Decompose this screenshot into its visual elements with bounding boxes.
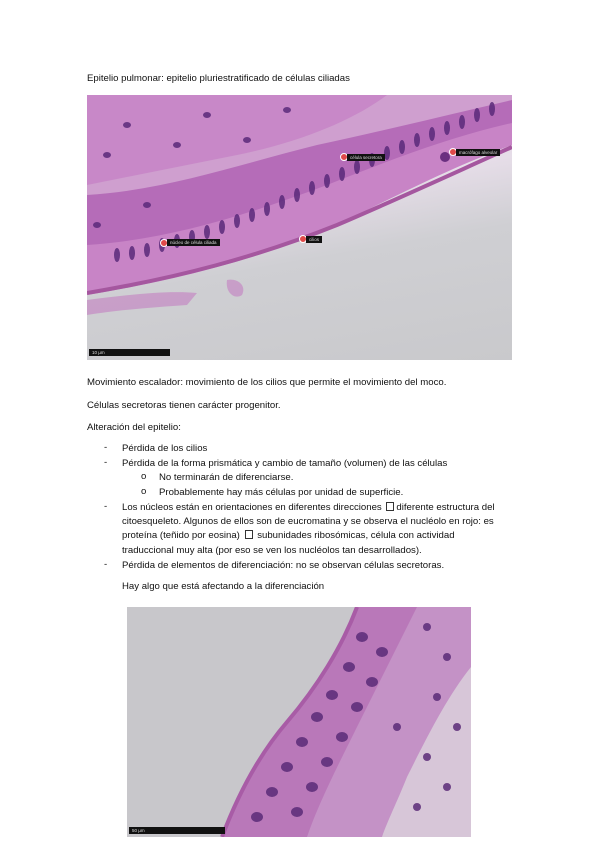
conclusion-text: Hay algo que está afectando a la diferenciación bbox=[122, 581, 325, 592]
arrow-symbol-icon bbox=[245, 530, 253, 539]
arrow-symbol-icon bbox=[386, 502, 394, 511]
paragraph-line: traduccional muy alta (por eso se ven los nucléolos tan desarrollados). bbox=[122, 544, 422, 556]
line-text: subunidades ribosómicas, célula con actividad bbox=[257, 530, 455, 542]
histology-drawing-2 bbox=[127, 607, 471, 837]
line-text: proteína (teñido por eosina) bbox=[122, 530, 240, 542]
paragraph-alteracion: Alteración del epitelio: bbox=[87, 422, 181, 433]
histology-drawing-1 bbox=[87, 95, 512, 360]
histology-image-1 bbox=[87, 95, 512, 360]
sub-bullet-no-diferenciarse: No terminarán de diferenciarse. bbox=[159, 472, 294, 483]
label-nucleo: núcleo de célula ciliada bbox=[167, 239, 220, 246]
paragraph-line: citoesqueleto. Algunos de ellos son de eucromatina y se observa el nucléolo en rojo: es bbox=[122, 516, 494, 528]
paragraph-movimiento: Movimiento escalador: movimiento de los cilios que permite el movimiento del moco. bbox=[87, 377, 447, 388]
sub-bullet-circle: o bbox=[141, 471, 147, 482]
label-macrofago: macrófago alveolar bbox=[456, 149, 500, 156]
scale-bar-1: 10 µm bbox=[89, 349, 170, 356]
bullet-nucleos-paragraph bbox=[122, 501, 514, 558]
paragraph-line bbox=[122, 501, 514, 515]
label-cilios: cilios bbox=[306, 236, 322, 243]
histology-image-2 bbox=[127, 607, 471, 837]
line-text: diferente estructura del bbox=[396, 502, 495, 513]
bullet-perdida-cilios: Pérdida de los cilios bbox=[122, 443, 208, 454]
paragraph-line bbox=[122, 529, 514, 543]
bullet-dash: - bbox=[104, 559, 108, 570]
line-text: Los núcleos están en orientaciones en diferentes direcciones bbox=[122, 502, 382, 513]
paragraph-celulas-secretoras: Células secretoras tienen carácter progenitor. bbox=[87, 400, 281, 411]
bullet-perdida-elementos: Pérdida de elementos de diferenciación: no se observan células secretoras. bbox=[122, 560, 445, 571]
sub-bullet-mas-celulas: Probablemente hay más células por unidad de superficie. bbox=[159, 487, 404, 498]
bullet-dash: - bbox=[104, 457, 108, 468]
sub-bullet-circle: o bbox=[141, 486, 147, 497]
bullet-perdida-forma: Pérdida de la forma prismática y cambio de tamaño (volumen) de las células bbox=[122, 458, 448, 469]
label-celula-secretora: célula secretora bbox=[347, 154, 385, 161]
section-title: Epitelio pulmonar: epitelio pluriestratificado de células ciliadas bbox=[87, 73, 350, 84]
bullet-dash: - bbox=[104, 501, 108, 512]
bullet-dash: - bbox=[104, 442, 108, 453]
scale-bar-2: 50 µm bbox=[129, 827, 225, 834]
